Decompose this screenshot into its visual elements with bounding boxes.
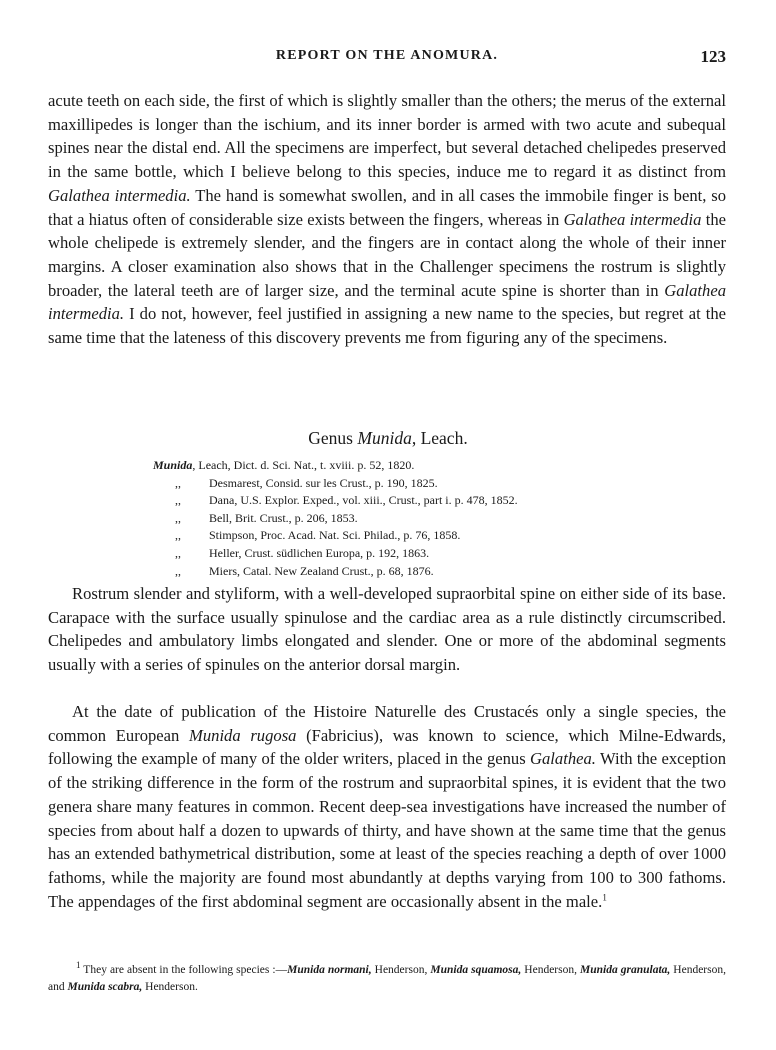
species-name: Galathea intermedia. bbox=[48, 280, 726, 324]
text-run: Henderson, bbox=[521, 964, 580, 976]
text-run: They are absent in the following species :— bbox=[80, 964, 288, 976]
text-run: Henderson. bbox=[142, 981, 198, 993]
synonymy-ref: Stimpson, Proc. Acad. Nat. Sci. Philad., p. 76, 1858. bbox=[209, 528, 461, 543]
species-name: Munida scabra, bbox=[67, 981, 143, 993]
synonymy-entry bbox=[153, 545, 673, 563]
genus-prefix: Genus bbox=[308, 428, 358, 448]
synonymy-ref: Bell, Brit. Crust., p. 206, 1853. bbox=[209, 510, 358, 525]
running-title: REPORT ON THE ANOMURA. bbox=[275, 48, 499, 63]
genus-description: Rostrum slender and styliform, with a well-developed supraorbital spine on either side of its base. Carapace with the surface usually spinulose and the cardiac area as a rule distinctly circumscribed. Chelipedes and ambulatory limbs elongated and slender. One or more of the abdominal segments usually with a series of spinules on the anterior dorsal margin. bbox=[48, 584, 726, 675]
text-run: The hand is somewhat swollen, and in all cases the immobile finger is bent, so that a hiatus often of considerable size exists between the fingers, whereas in bbox=[48, 185, 726, 229]
genus-heading bbox=[0, 428, 776, 449]
synonymy-ref: Dana, U.S. Explor. Exped., vol. xiii., Crust., part i. p. 478, 1852. bbox=[209, 493, 518, 508]
synonymy-ref: Desmarest, Consid. sur les Crust., p. 190, 1825. bbox=[209, 475, 438, 490]
ditto-mark: ,, bbox=[175, 563, 181, 578]
species-name: Galathea intermedia bbox=[563, 209, 702, 229]
species-name: Galathea intermedia. bbox=[48, 185, 191, 205]
species-name: Munida squamosa, bbox=[430, 964, 522, 976]
ditto-mark: ,, bbox=[175, 545, 181, 560]
ditto-mark: ,, bbox=[175, 493, 181, 508]
synonymy-entry bbox=[153, 475, 673, 493]
synonymy-entry bbox=[153, 563, 673, 581]
footnote bbox=[48, 962, 726, 996]
synonymy-ref: , Leach, Dict. d. Sci. Nat., t. xviii. p. 52, 1820. bbox=[192, 458, 415, 472]
text-run: acute teeth on each side, the first of which is slightly smaller than the others; the merus of the external maxillipedes is longer than the ischium, and its inner border is armed with two acute and subequal spines near the distal end. All the specimens are imperfect, but several detached chelipedes preserved in the same bottle, which I believe belong to this species, induce me to regard it as distinct from bbox=[48, 91, 726, 182]
text-run: I do not, however, feel justified in assigning a new name to the species, but regret at the same time that the lateness of this discovery prevents me from figuring any of the specimens. bbox=[48, 304, 726, 348]
footnote-marker: 1 bbox=[76, 960, 81, 971]
page-number: 123 bbox=[700, 47, 726, 66]
footnote-ref[interactable]: 1 bbox=[602, 892, 607, 903]
text-run: Henderson, bbox=[371, 964, 431, 976]
genus-name: Galathea. bbox=[530, 749, 596, 769]
synonymy-entry bbox=[153, 492, 673, 510]
text-run: (Fabricius), was known to science, which Milne-Edwards, following the example of many of the older writers, placed in the genus bbox=[48, 725, 727, 769]
synonymy-genus: Munida bbox=[153, 458, 193, 472]
synonymy-list bbox=[153, 457, 673, 580]
genus-history bbox=[48, 700, 726, 913]
ditto-mark: ,, bbox=[175, 475, 181, 490]
synonymy-ref: Heller, Crust. südlichen Europa, p. 192, 1863. bbox=[209, 545, 430, 560]
text-run: Henderson, and bbox=[48, 964, 726, 993]
ditto-mark: ,, bbox=[175, 510, 181, 525]
species-name: Munida normani, bbox=[287, 964, 372, 976]
paragraph-continuation bbox=[48, 89, 726, 350]
species-name: Munida rugosa bbox=[189, 725, 297, 745]
species-name: Munida granulata, bbox=[580, 964, 671, 976]
genus-author: , Leach. bbox=[411, 428, 468, 448]
genus-name: Munida bbox=[357, 428, 412, 448]
synonymy-entry bbox=[153, 510, 673, 528]
running-header bbox=[48, 48, 726, 70]
text-run: the whole chelipede is extremely slender, and the fingers are in contact along the whole of their inner margins. A closer examination also shows that in the Challenger specimens the rostrum is slightly broader, the lateral teeth are of larger size, and the terminal acute spine is shorter than in bbox=[48, 209, 726, 300]
synonymy-ref: Miers, Catal. New Zealand Crust., p. 68, 1876. bbox=[209, 563, 434, 578]
synonymy-entry bbox=[153, 457, 673, 475]
text-run: At the date of publication of the Histoire Naturelle des Crustacés only a single species, the common European bbox=[48, 702, 726, 745]
ditto-mark: ,, bbox=[175, 528, 181, 543]
text-run: With the exception of the striking difference in the form of the rostrum and supraorbital spines, it is evident that the two genera share many features in common. Recent deep-sea investigations have increased the number of species from about half a dozen to upwards of thirty, and have shown at the same time that the genus has an extended bathymetrical distribution, some at least of the species reaching a depth of over 1000 fathoms, while the majority are found most abundantly at depths varying from 100 to 300 fathoms. The appendages of the first abdominal segment are occasionally absent in the male. bbox=[48, 749, 726, 911]
synonymy-entry bbox=[153, 527, 673, 545]
